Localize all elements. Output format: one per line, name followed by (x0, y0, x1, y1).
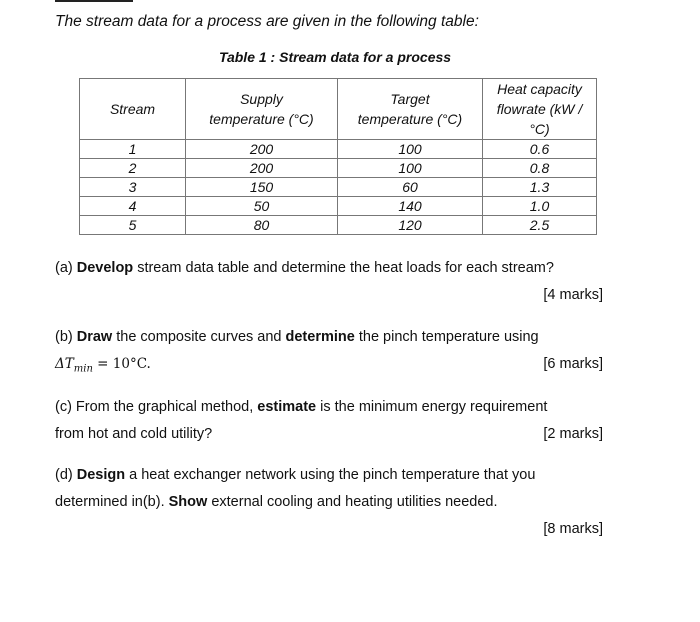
cell-cp: 1.3 (483, 178, 597, 197)
header-supply-line2: temperature (°C) (209, 111, 314, 127)
question-a (55, 258, 603, 312)
table-row (80, 216, 597, 235)
question-b-prefix: (b) (55, 329, 77, 345)
question-a-marks: [4 marks] (543, 287, 603, 303)
header-supply (186, 79, 338, 140)
cell-stream: 5 (80, 216, 186, 235)
cell-target: 100 (338, 140, 483, 159)
header-target-line1: Target (390, 91, 430, 107)
question-d-text: a heat exchanger network using the pinch temperature that you (125, 467, 536, 483)
cell-stream: 2 (80, 159, 186, 178)
question-d-line2-prefix: determined in(b). (55, 494, 169, 510)
delta-t-value: = 10°C. (92, 356, 151, 372)
question-b-keyword-1: Draw (76, 329, 113, 345)
delta-t-min-formula (55, 356, 151, 375)
question-d-line2 (55, 492, 603, 519)
cell-target: 140 (338, 197, 483, 216)
question-d-marks: [8 marks] (543, 521, 603, 537)
question-a-line1 (55, 258, 603, 285)
cell-supply: 150 (186, 178, 338, 197)
cell-supply: 50 (186, 197, 338, 216)
question-b-text-mid: the composite curves and (112, 329, 286, 345)
question-a-line2 (55, 285, 603, 312)
cell-supply: 200 (186, 140, 338, 159)
question-b-line2 (55, 354, 603, 381)
top-rule (55, 0, 133, 2)
cell-stream: 4 (80, 197, 186, 216)
header-stream: Stream (80, 79, 186, 140)
question-c-text-line2: from hot and cold utility? (55, 426, 213, 442)
question-d-line2-text: external cooling and heating utilities needed. (207, 494, 498, 510)
question-c-marks: [2 marks] (543, 426, 603, 442)
question-c-line2 (55, 424, 603, 451)
question-d-keyword-1: Design (76, 467, 126, 483)
question-d (55, 465, 603, 546)
header-cp-line1: Heat capacity (497, 81, 582, 97)
question-b-marks: [6 marks] (543, 356, 603, 372)
question-d-prefix: (d) (55, 467, 77, 483)
delta-t-subscript: min (73, 363, 93, 375)
header-heat-capacity (483, 79, 597, 140)
cell-cp: 0.8 (483, 159, 597, 178)
question-a-keyword: Develop (76, 260, 134, 276)
delta-t-symbol: ΔT (55, 356, 74, 372)
question-c (55, 397, 603, 451)
cell-target: 60 (338, 178, 483, 197)
table-header-row (80, 79, 597, 140)
cell-supply: 200 (186, 159, 338, 178)
cell-target: 120 (338, 216, 483, 235)
question-a-prefix: (a) (55, 260, 77, 276)
cell-cp: 0.6 (483, 140, 597, 159)
question-a-text: stream data table and determine the heat loads for each stream? (133, 260, 554, 276)
question-d-line1 (55, 465, 603, 492)
header-target-line2: temperature (°C) (357, 111, 463, 127)
question-b-keyword-2: determine (285, 329, 355, 345)
table-row (80, 140, 597, 159)
cell-supply: 80 (186, 216, 338, 235)
cell-cp: 2.5 (483, 216, 597, 235)
cell-target: 100 (338, 159, 483, 178)
question-b-text: the pinch temperature using (354, 329, 539, 345)
header-cp-line2: flowrate (kW /°C) (496, 101, 583, 137)
stream-data-table (79, 78, 597, 235)
table-caption: Table 1 : Stream data for a process (218, 49, 452, 65)
question-b-line1 (55, 327, 603, 354)
question-c-text: is the minimum energy requirement (316, 399, 548, 415)
cell-cp: 1.0 (483, 197, 597, 216)
question-b (55, 327, 603, 381)
question-d-keyword-2: Show (168, 494, 208, 510)
intro-text: The stream data for a process are given in the following table: (55, 13, 479, 30)
question-c-line1 (55, 397, 603, 424)
table-row (80, 159, 597, 178)
table-row (80, 178, 597, 197)
table-row (80, 197, 597, 216)
header-target (338, 79, 483, 140)
question-d-line3 (55, 519, 603, 546)
header-supply-line1: Supply (240, 91, 283, 107)
cell-stream: 3 (80, 178, 186, 197)
question-c-prefix: (c) From the graphical method, (55, 399, 258, 415)
cell-stream: 1 (80, 140, 186, 159)
question-c-keyword: estimate (257, 399, 317, 415)
